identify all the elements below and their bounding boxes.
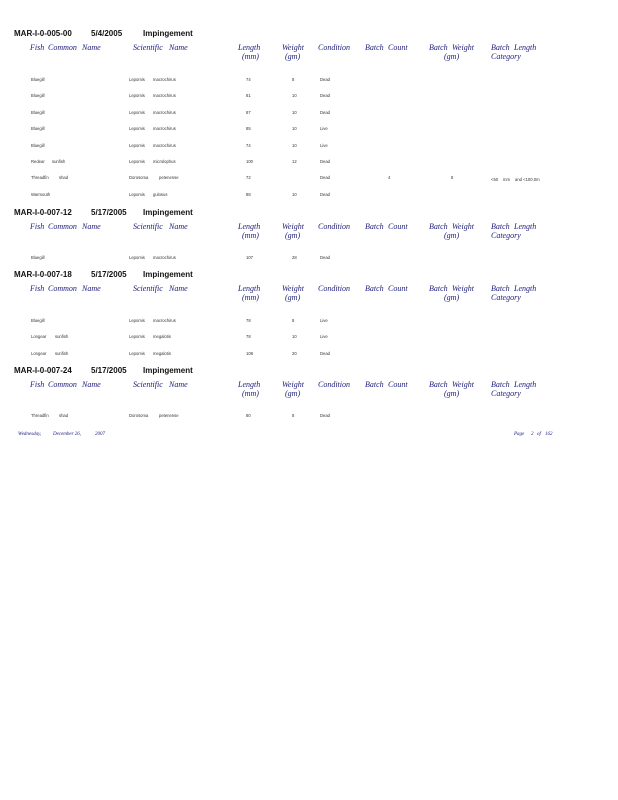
common-name-1: Threadfin [31,175,49,180]
weight-value: 10 [292,192,297,197]
col-name: Name [82,380,101,389]
col-length-unit: (mm) [242,231,259,240]
length-value: 78 [246,334,251,339]
col-batch-length-2: Length [514,222,537,231]
sample-date: 5/4/2005 [91,29,123,38]
scientific-genus: Lepomis [129,334,145,339]
scientific-species: microlophus [153,159,176,164]
col-condition: Condition [318,284,351,293]
common-name-2: sunfish [52,159,66,164]
table-row [0,255,618,263]
col-name: Name [82,43,101,52]
col-sci-name: Name [169,284,188,293]
length-value: 108 [246,351,253,356]
table-row [0,351,618,359]
scientific-species: macrochirus [153,126,176,131]
sample-type: Impingement [143,270,193,279]
sample-date: 5/17/2005 [91,366,127,375]
col-batch-length-2: Length [514,43,537,52]
col-batch-weight-unit: (gm) [444,52,460,61]
table-row [0,413,618,421]
scientific-species: macrochirus [153,255,176,260]
col-scientific: Scientific [133,380,163,389]
section-header [0,29,618,41]
col-batch-weight-2: Weight [452,380,474,389]
col-length-unit: (mm) [242,52,259,61]
common-name-1: Bluegill [31,143,45,148]
scientific-genus: Lepomis [129,318,145,323]
table-row [0,110,618,118]
col-common: Common [48,284,77,293]
col-fish: Fish [30,222,45,231]
length-value: 74 [246,143,251,148]
weight-value: 8 [292,413,295,418]
col-weight: Weight [282,284,304,293]
section-header [0,270,618,282]
scientific-genus: Lepomis [129,255,145,260]
col-sci-name: Name [169,43,188,52]
length-value: 81 [246,93,251,98]
condition-value: Live [320,318,328,323]
scientific-genus: Lepomis [129,110,145,115]
length-value: 100 [246,159,253,164]
condition-value: Live [320,143,328,148]
scientific-species: petenense [159,413,179,418]
scientific-genus: Dorosoma [129,413,149,418]
col-batch-length-2: Length [514,380,537,389]
col-name: Name [82,284,101,293]
table-row [0,318,618,326]
scientific-species: macrochirus [153,110,176,115]
common-name-2: shad [59,175,69,180]
col-batch-count-1: Batch [365,222,384,231]
condition-value: Live [320,126,328,131]
sample-id: MAR-I-0-005-00 [14,29,72,38]
batch-weight-value: 8 [451,175,454,180]
scientific-species: macrochirus [153,77,176,82]
weight-value: 10 [292,110,297,115]
condition-value: Dead [320,159,331,164]
sample-id: MAR-I-0-007-18 [14,270,72,279]
length-value: 78 [246,318,251,323]
common-name-1: Bluegill [31,77,45,82]
col-weight-unit: (gm) [285,52,301,61]
common-name-1: Bluegill [31,93,45,98]
col-condition: Condition [318,43,351,52]
col-weight: Weight [282,380,304,389]
col-scientific: Scientific [133,222,163,231]
weight-value: 10 [292,126,297,131]
col-batch-weight-unit: (gm) [444,389,460,398]
col-common: Common [48,43,77,52]
sample-type: Impingement [143,366,193,375]
length-value: 72 [246,175,251,180]
col-batch-length-1: Batch [491,222,510,231]
scientific-genus: Lepomis [129,77,145,82]
common-name-1: Threadfin [31,413,49,418]
common-name-2: shad [59,413,69,418]
weight-value: 20 [292,351,297,356]
col-batch-count-1: Batch [365,284,384,293]
col-batch-count-1: Batch [365,380,384,389]
common-name-1: Bluegill [31,318,45,323]
col-batch-weight-1: Batch [429,43,448,52]
col-batch-length-2: Length [514,284,537,293]
weight-value: 10 [292,143,297,148]
condition-value: Dead [320,255,331,260]
footer-page-word: Page [514,432,525,437]
length-value: 80 [246,413,251,418]
col-weight: Weight [282,222,304,231]
col-common: Common [48,222,77,231]
col-length-unit: (mm) [242,389,259,398]
common-name-1: Bluegill [31,255,45,260]
table-row [0,334,618,342]
common-name-1: Warmouth [31,192,51,197]
table-row [0,175,618,183]
table-row [0,143,618,151]
batch-length-cat-1: <50 [491,177,499,182]
batch-count-value: 4 [388,175,391,180]
col-batch-count-1: Batch [365,43,384,52]
col-condition: Condition [318,380,351,389]
weight-value: 10 [292,93,297,98]
condition-value: Dead [320,77,331,82]
col-weight-unit: (gm) [285,293,301,302]
table-row [0,93,618,101]
col-batch-weight-1: Batch [429,222,448,231]
length-value: 88 [246,192,251,197]
col-batch-length-1: Batch [491,43,510,52]
length-value: 85 [246,126,251,131]
footer-page-total: 162 [545,432,553,437]
batch-length-cat-2: mm [503,177,510,182]
scientific-species: megalotis [153,334,171,339]
scientific-species: macrochirus [153,318,176,323]
section-header [0,208,618,220]
footer-year: 2007 [95,432,105,437]
scientific-species: megalotis [153,351,171,356]
common-name-1: Bluegill [31,126,45,131]
condition-value: Dead [320,351,331,356]
length-value: 87 [246,110,251,115]
length-value: 74 [246,77,251,82]
scientific-genus: Lepomis [129,351,145,356]
weight-value: 12 [292,159,297,164]
col-batch-length-3: Category [491,389,521,398]
table-row [0,159,618,167]
col-weight-unit: (gm) [285,231,301,240]
col-name: Name [82,222,101,231]
col-batch-length-1: Batch [491,380,510,389]
footer-date: December 26, [53,432,82,437]
condition-value: Dead [320,175,331,180]
col-batch-count-2: Count [388,380,408,389]
common-name-2: sunfish [55,334,69,339]
scientific-genus: Lepomis [129,93,145,98]
sample-date: 5/17/2005 [91,208,127,217]
common-name-1: Bluegill [31,110,45,115]
col-batch-weight-1: Batch [429,380,448,389]
section-header [0,366,618,378]
scientific-genus: Lepomis [129,126,145,131]
table-row [0,126,618,134]
col-fish: Fish [30,43,45,52]
condition-value: Live [320,334,328,339]
common-name-2: sunfish [55,351,69,356]
footer-weekday: Wednesday, [18,432,42,437]
col-batch-weight-2: Weight [452,284,474,293]
col-batch-length-3: Category [491,231,521,240]
condition-value: Dead [320,413,331,418]
col-batch-weight-unit: (gm) [444,293,460,302]
common-name-1: Longear [31,351,47,356]
col-sci-name: Name [169,222,188,231]
condition-value: Dead [320,110,331,115]
sample-type: Impingement [143,208,193,217]
sample-type: Impingement [143,29,193,38]
condition-value: Dead [320,93,331,98]
common-name-1: Longear [31,334,47,339]
common-name-1: Redear [31,159,45,164]
scientific-species: gulosus [153,192,168,197]
weight-value: 8 [292,318,295,323]
table-row [0,77,618,85]
sample-date: 5/17/2005 [91,270,127,279]
col-batch-weight-2: Weight [452,43,474,52]
col-batch-weight-unit: (gm) [444,231,460,240]
table-row [0,192,618,200]
col-batch-count-2: Count [388,43,408,52]
sample-id: MAR-I-0-007-24 [14,366,72,375]
scientific-species: macrochirus [153,143,176,148]
scientific-genus: Lepomis [129,159,145,164]
weight-value: 10 [292,334,297,339]
col-batch-length-1: Batch [491,284,510,293]
col-batch-length-3: Category [491,52,521,61]
col-length: Length [238,43,261,52]
scientific-species: petenense [159,175,179,180]
col-scientific: Scientific [133,284,163,293]
footer-page-number: 2 [531,432,534,437]
col-batch-count-2: Count [388,222,408,231]
scientific-genus: Lepomis [129,192,145,197]
col-scientific: Scientific [133,43,163,52]
length-value: 107 [246,255,253,260]
col-batch-weight-1: Batch [429,284,448,293]
col-weight: Weight [282,43,304,52]
col-length: Length [238,284,261,293]
col-length: Length [238,380,261,389]
condition-value: Dead [320,192,331,197]
col-batch-length-3: Category [491,293,521,302]
col-weight-unit: (gm) [285,389,301,398]
col-batch-weight-2: Weight [452,222,474,231]
footer-of-word: of [537,432,541,437]
col-sci-name: Name [169,380,188,389]
col-length: Length [238,222,261,231]
col-fish: Fish [30,380,45,389]
sample-id: MAR-I-0-007-12 [14,208,72,217]
batch-length-cat-3: and <100.0m [515,177,540,182]
col-condition: Condition [318,222,351,231]
weight-value: 8 [292,77,295,82]
col-batch-count-2: Count [388,284,408,293]
weight-value: 28 [292,255,297,260]
scientific-genus: Dorosoma [129,175,149,180]
scientific-species: macrochirus [153,93,176,98]
scientific-genus: Lepomis [129,143,145,148]
col-length-unit: (mm) [242,293,259,302]
col-fish: Fish [30,284,45,293]
col-common: Common [48,380,77,389]
